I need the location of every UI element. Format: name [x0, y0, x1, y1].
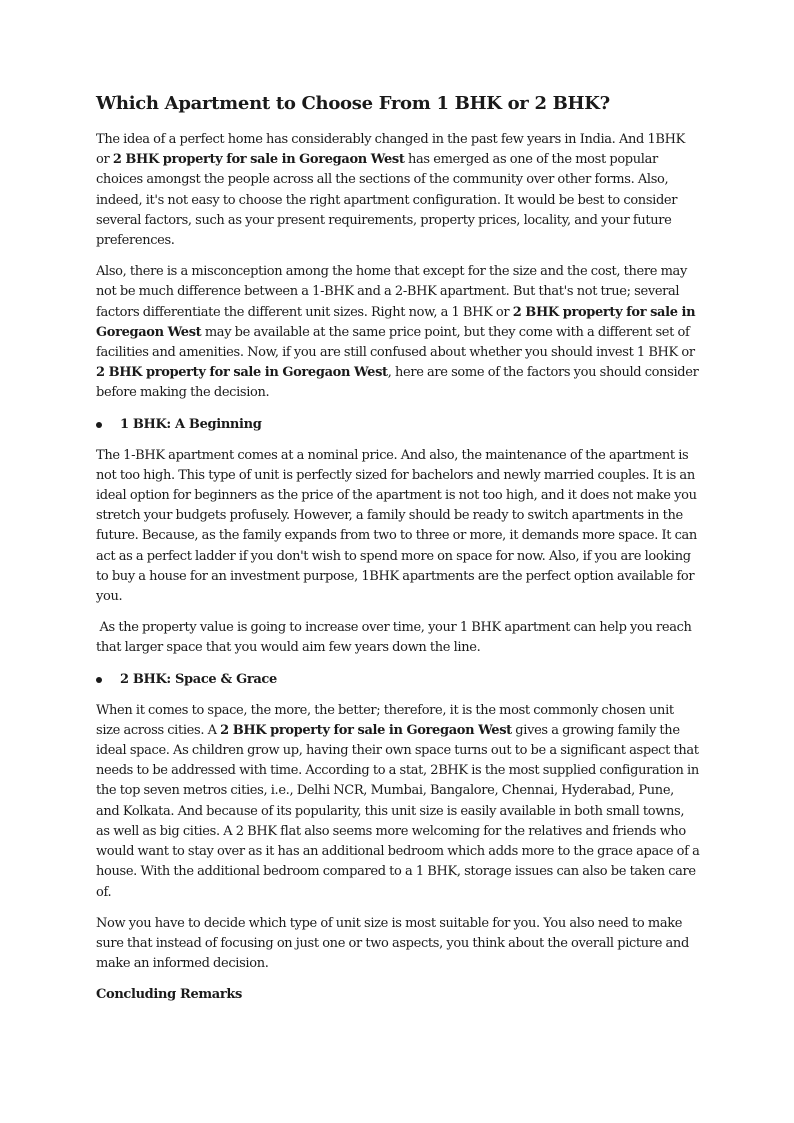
- bullet-dot-icon: [96, 422, 102, 428]
- property-value-paragraph: As the property value is going to increase over time, your 1 BHK apartment can help you reach that larger space that you would aim few years down the line.: [96, 620, 696, 656]
- bullet-1bhk: [96, 415, 700, 435]
- misconception-text-1: Also, there is a misconception among the home that except for the size and the cost, there may not be much difference between a 1-BHK and a 2-BHK apartment. But that's not true; several factors differentiate the different unit sizes. Right now, a 1 BHK or: [96, 264, 687, 320]
- intro-bold-1: 2 BHK property for sale in Goregaon West: [112, 152, 405, 168]
- 2bhk-text-1: When it comes to space, the more, the better; therefore, it is the most commonly chosen unit size across cities. A: [96, 702, 674, 738]
- bullet-2bhk-label: 2 BHK: Space & Grace: [120, 671, 277, 687]
- document-title: Which Apartment to Choose From 1 BHK or 2 BHK?: [96, 93, 610, 114]
- bullet-1bhk-label: 1 BHK: A Beginning: [120, 416, 262, 432]
- misconception-bold-1: 2 BHK property for sale in Goregaon West: [96, 304, 696, 340]
- intro-paragraph: [96, 130, 700, 251]
- 1bhk-paragraph: The 1-BHK apartment comes at a nominal price. And also, the maintenance of the apartment is not too high. This type of unit is perfectly sized for bachelors and newly married couples. It is an ideal option for beginners as the price of the apartment is not too high, and it does not make you stretch your budgets profusely. However, a family should be ready to switch apartments in the future. Because, as the family expands from two to three or more, it demands more space. It can act as a perfect ladder if you don't wish to spend more on space for now. Also, if you are looking to buy a house for an investment purpose, 1BHK apartments are the perfect option available for you.: [96, 447, 697, 605]
- intro-text-1: The idea of a perfect home has considerably changed in the past few years in India. And 1BHK or: [96, 132, 685, 168]
- 2bhk-paragraph: [96, 701, 700, 903]
- 2bhk-bold-1: 2 BHK property for sale in Goregaon West: [220, 722, 512, 738]
- document-page: [96, 92, 700, 1005]
- decision-paragraph: Now you have to decide which type of unit size is most suitable for you. You also need to make sure that instead of focusing on just one or two aspects, you think about the overall picture and make an informed decision.: [96, 915, 689, 972]
- misconception-bold-2: 2 BHK property for sale in Goregaon West: [96, 365, 388, 381]
- bullet-2bhk: [96, 670, 700, 690]
- intro-text-2: has emerged as one of the most popular choices amongst the people across all the sections of the community over other forms. Also, indeed, it's not easy to choose the right apartment configuration. It would be best to consider several factors, such as your present requirements, property prices, locality, and your future preferences.: [96, 152, 678, 249]
- misconception-text-2: may be available at the same price point, but they come with a different set of facilities and amenities. Now, if you are still confused about whether you should invest 1 BHK or: [96, 324, 695, 361]
- misconception-text-3: , here are some of the factors you should consider before making the decision.: [96, 365, 699, 401]
- misconception-paragraph: [96, 262, 700, 403]
- 2bhk-text-2: gives a growing family the ideal space. As children grow up, having their own space turns out to be a significant aspect that needs to be addressed with time. According to a stat, 2BHK is the most supplied configuration in the top seven metros cities, i.e., Delhi NCR, Mumbai, Bangalore, Chennai, Hyderabad, Pune, and Kolkata. And because of its popularity, this unit size is easily available in both small towns, as well as big cities. A 2 BHK flat also seems more welcoming for the relatives and friends who would want to stay over as it has an additional bedroom which adds more to the grace apace of a house. With the additional bedroom compared to a 1 BHK, storage issues can also be taken care of.: [96, 722, 700, 900]
- concluding-remarks-heading: Concluding Remarks: [96, 987, 242, 1003]
- bullet-dot-icon: [96, 677, 102, 683]
